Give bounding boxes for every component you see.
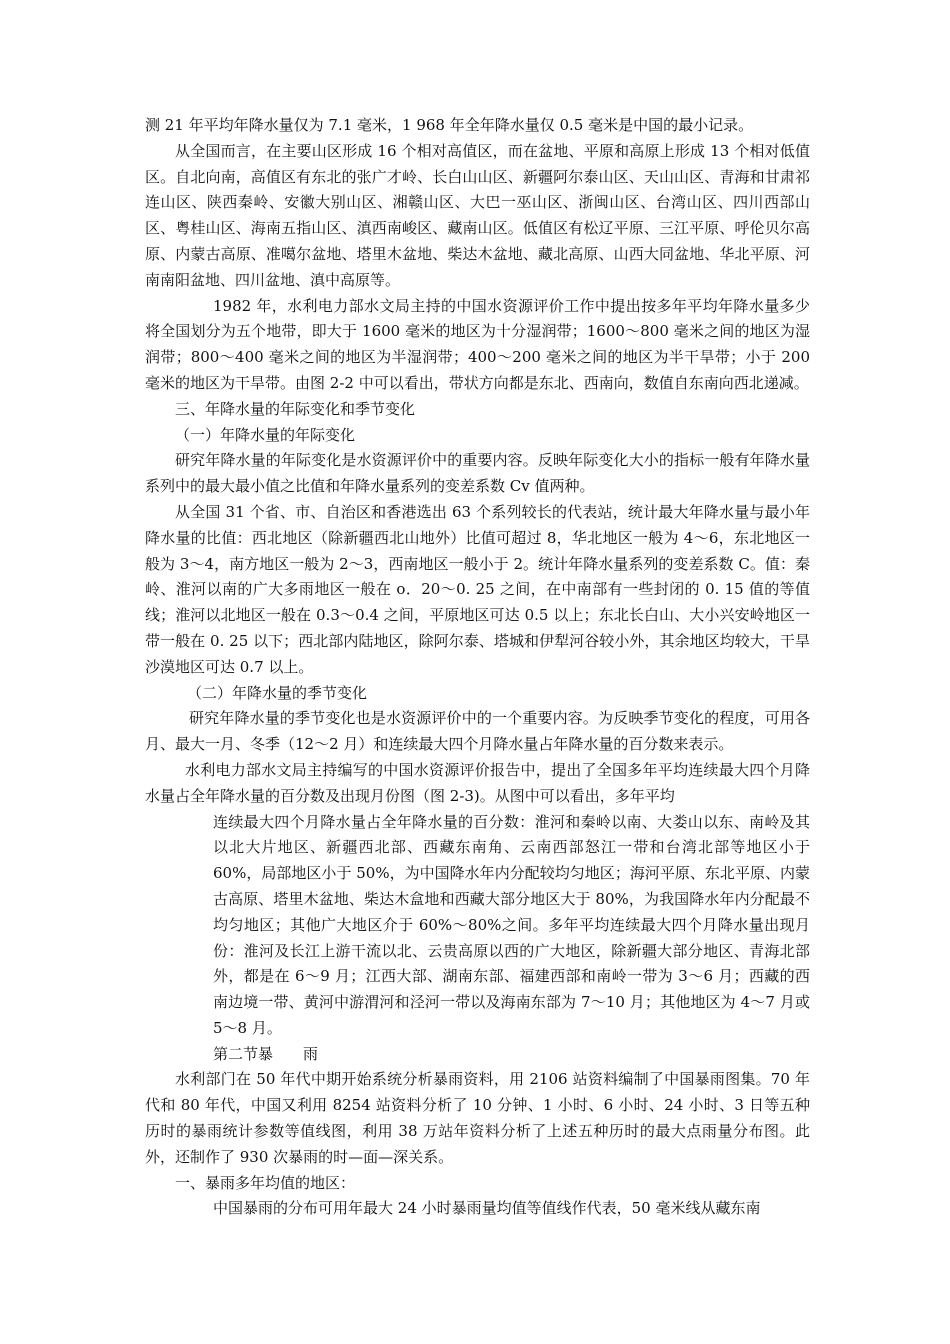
paragraph-seasonal-report: 水利电力部水文局主持编写的中国水资源评价报告中，提出了全国多年平均连续最大四个月降水量占全年降水量的百分数及出现月份图（图 2-3)。从图中可以看出，多年平均: [145, 760, 810, 805]
subsection-heading-seasonal: （二）年降水量的季节变化: [187, 683, 368, 702]
subsection-heading-interannual: （一）年降水量的年际变化: [175, 425, 356, 444]
paragraph-continuation: 测 21 年平均年降水量仅为 7.1 毫米，1 968 年全年降水量仅 0.5 毫米是中国的最小记录。: [145, 116, 754, 134]
section-heading-rainstorm-mean: 一、暴雨多年均值的地区：: [175, 1173, 356, 1192]
paragraph-seasonal-intro: 研究年降水量的季节变化也是水资源评价中的一个重要内容。为反映季节变化的程度，可用各月、最大一月、冬季（12～2 月）和连续最大四个月降水量占年降水量的百分数来表示。: [145, 709, 810, 754]
paragraph-interannual-intro: 研究年降水量的年际变化是水资源评价中的重要内容。反映年际变化大小的指标一般有年降水量系列中的最大最小值之比值和年降水量系列的变差系数 Cv 值两种。: [145, 451, 810, 496]
paragraph-rainstorm-distribution: 中国暴雨的分布可用年最大 24 小时暴雨量均值等值线作代表，50 毫米线从藏东南: [213, 1199, 761, 1218]
paragraph-interannual-stats: 从全国 31 个省、市、自治区和香港选出 63 个系列较长的代表站，统计最大年降水量与最小年降水量的比值：西北地区（除新疆西北山地外）比值可超过 8，华北地区一般为 4～6，东北地区一般为 3～4，南方地区一般为 2～3，西南地区一般小于 2。统计年降水量系列的变差系数 C。值：秦岭、淮河以南的广大多雨地区一般在 o．20～0. 25 之间，在中南部有一些封闭的 0. 15 值的等值线；淮河以北地区一般在 0.3～0.4 之间，平原地区可达 0.5 以上；东北长白山、大小兴安岭地区一带一般在 0. 25 以下；西北部内陆地区，除阿尔泰、塔城和伊犁河谷较小外，其余地区均较大，干旱沙漠地区可达 0.7 以上。: [145, 502, 810, 676]
paragraph-seasonal-details: 连续最大四个月降水量占全年降水量的百分数：淮河和秦岭以南、大娄山以东、南岭及其以北大片地区、新疆西北部、西藏东南角、云南西部怒江一带和台湾北部等地区小于 60%，局部地区小于 50%，为中国降水年内分配较均匀地区；海河平原、东北平原、内蒙古高原、塔里木盆地、柴达木盒地和西藏大部分地区大于 80%，为我国降水年内分配最不均匀地区；其他广大地区介于 60%～80%之间。多年平均连续最大四个月降水量出现月份：淮河及长江上游干流以北、云贵高原以西的广大地区，除新疆大部分地区、青海北部外，都是在 6～9 月；江西大部、湖南东部、福建西部和南岭一带为 3～6 月；西藏的西南边境一带、黄河中游渭河和泾河一带以及海南东部为 7～10 月；其他地区为 4～7 月或 5～8 月。: [213, 812, 810, 1037]
paragraph-rainstorm-data: 水利部门在 50 年代中期开始系统分析暴雨资料，用 2106 站资料编制了中国暴雨图集。70 年代和 80 年代，中国又利用 8254 站资料分析了 10 分钟、1 小时、6 小时、24 小时、3 日等五种历时的暴雨统计参数等值线图，利用 38 万站年资料分析了上述五种历时的最大点雨量分布图。此外，还制作了 930 次暴雨的时—面—深关系。: [145, 1070, 810, 1166]
document-page: [145, 113, 810, 1222]
paragraph-high-low-regions: 从全国而言，在主要山区形成 16 个相对高值区，而在盆地、平原和高原上形成 13 个相对低值区。自北向南，高值区有东北的张广才岭、长白山山区、新疆阿尔泰山区、天山山区、青海和甘肃祁连山区、陕西秦岭、安徽大别山区、湘赣山区、大巴一巫山区、浙闽山区、台湾山区、四川西部山区、粤桂山区、海南五指山区、滇西南峻区、藏南山区。低值区有松辽平原、三江平原、呼伦贝尔高原、内蒙古高原、准噶尔盆地、塔里木盆地、柴达木盆地、藏北高原、山西大同盆地、华北平原、河南南阳盆地、四川盆地、滇中高原等。: [145, 141, 810, 289]
paragraph-five-zones: 1982 年，水利电力部水文局主持的中国水资源评价工作中提出按多年平均年降水量多少将全国划分为五个地带，即大于 1600 毫米的地区为十分湿润带；1600～800 毫米之间的地区为湿润带；800～400 毫米之间的地区为半湿润带；400～200 毫米之间的地区为半干旱带；小于 200 毫米的地区为干旱带。由图 2-2 中可以看出，带状方向都是东北、西南向，数值自东南向西北递减。: [145, 296, 810, 392]
chapter-section-heading-rainstorm: 第二节暴 雨: [213, 1044, 319, 1063]
section-heading-variation: 三、年降水量的年际变化和季节变化: [175, 399, 416, 418]
